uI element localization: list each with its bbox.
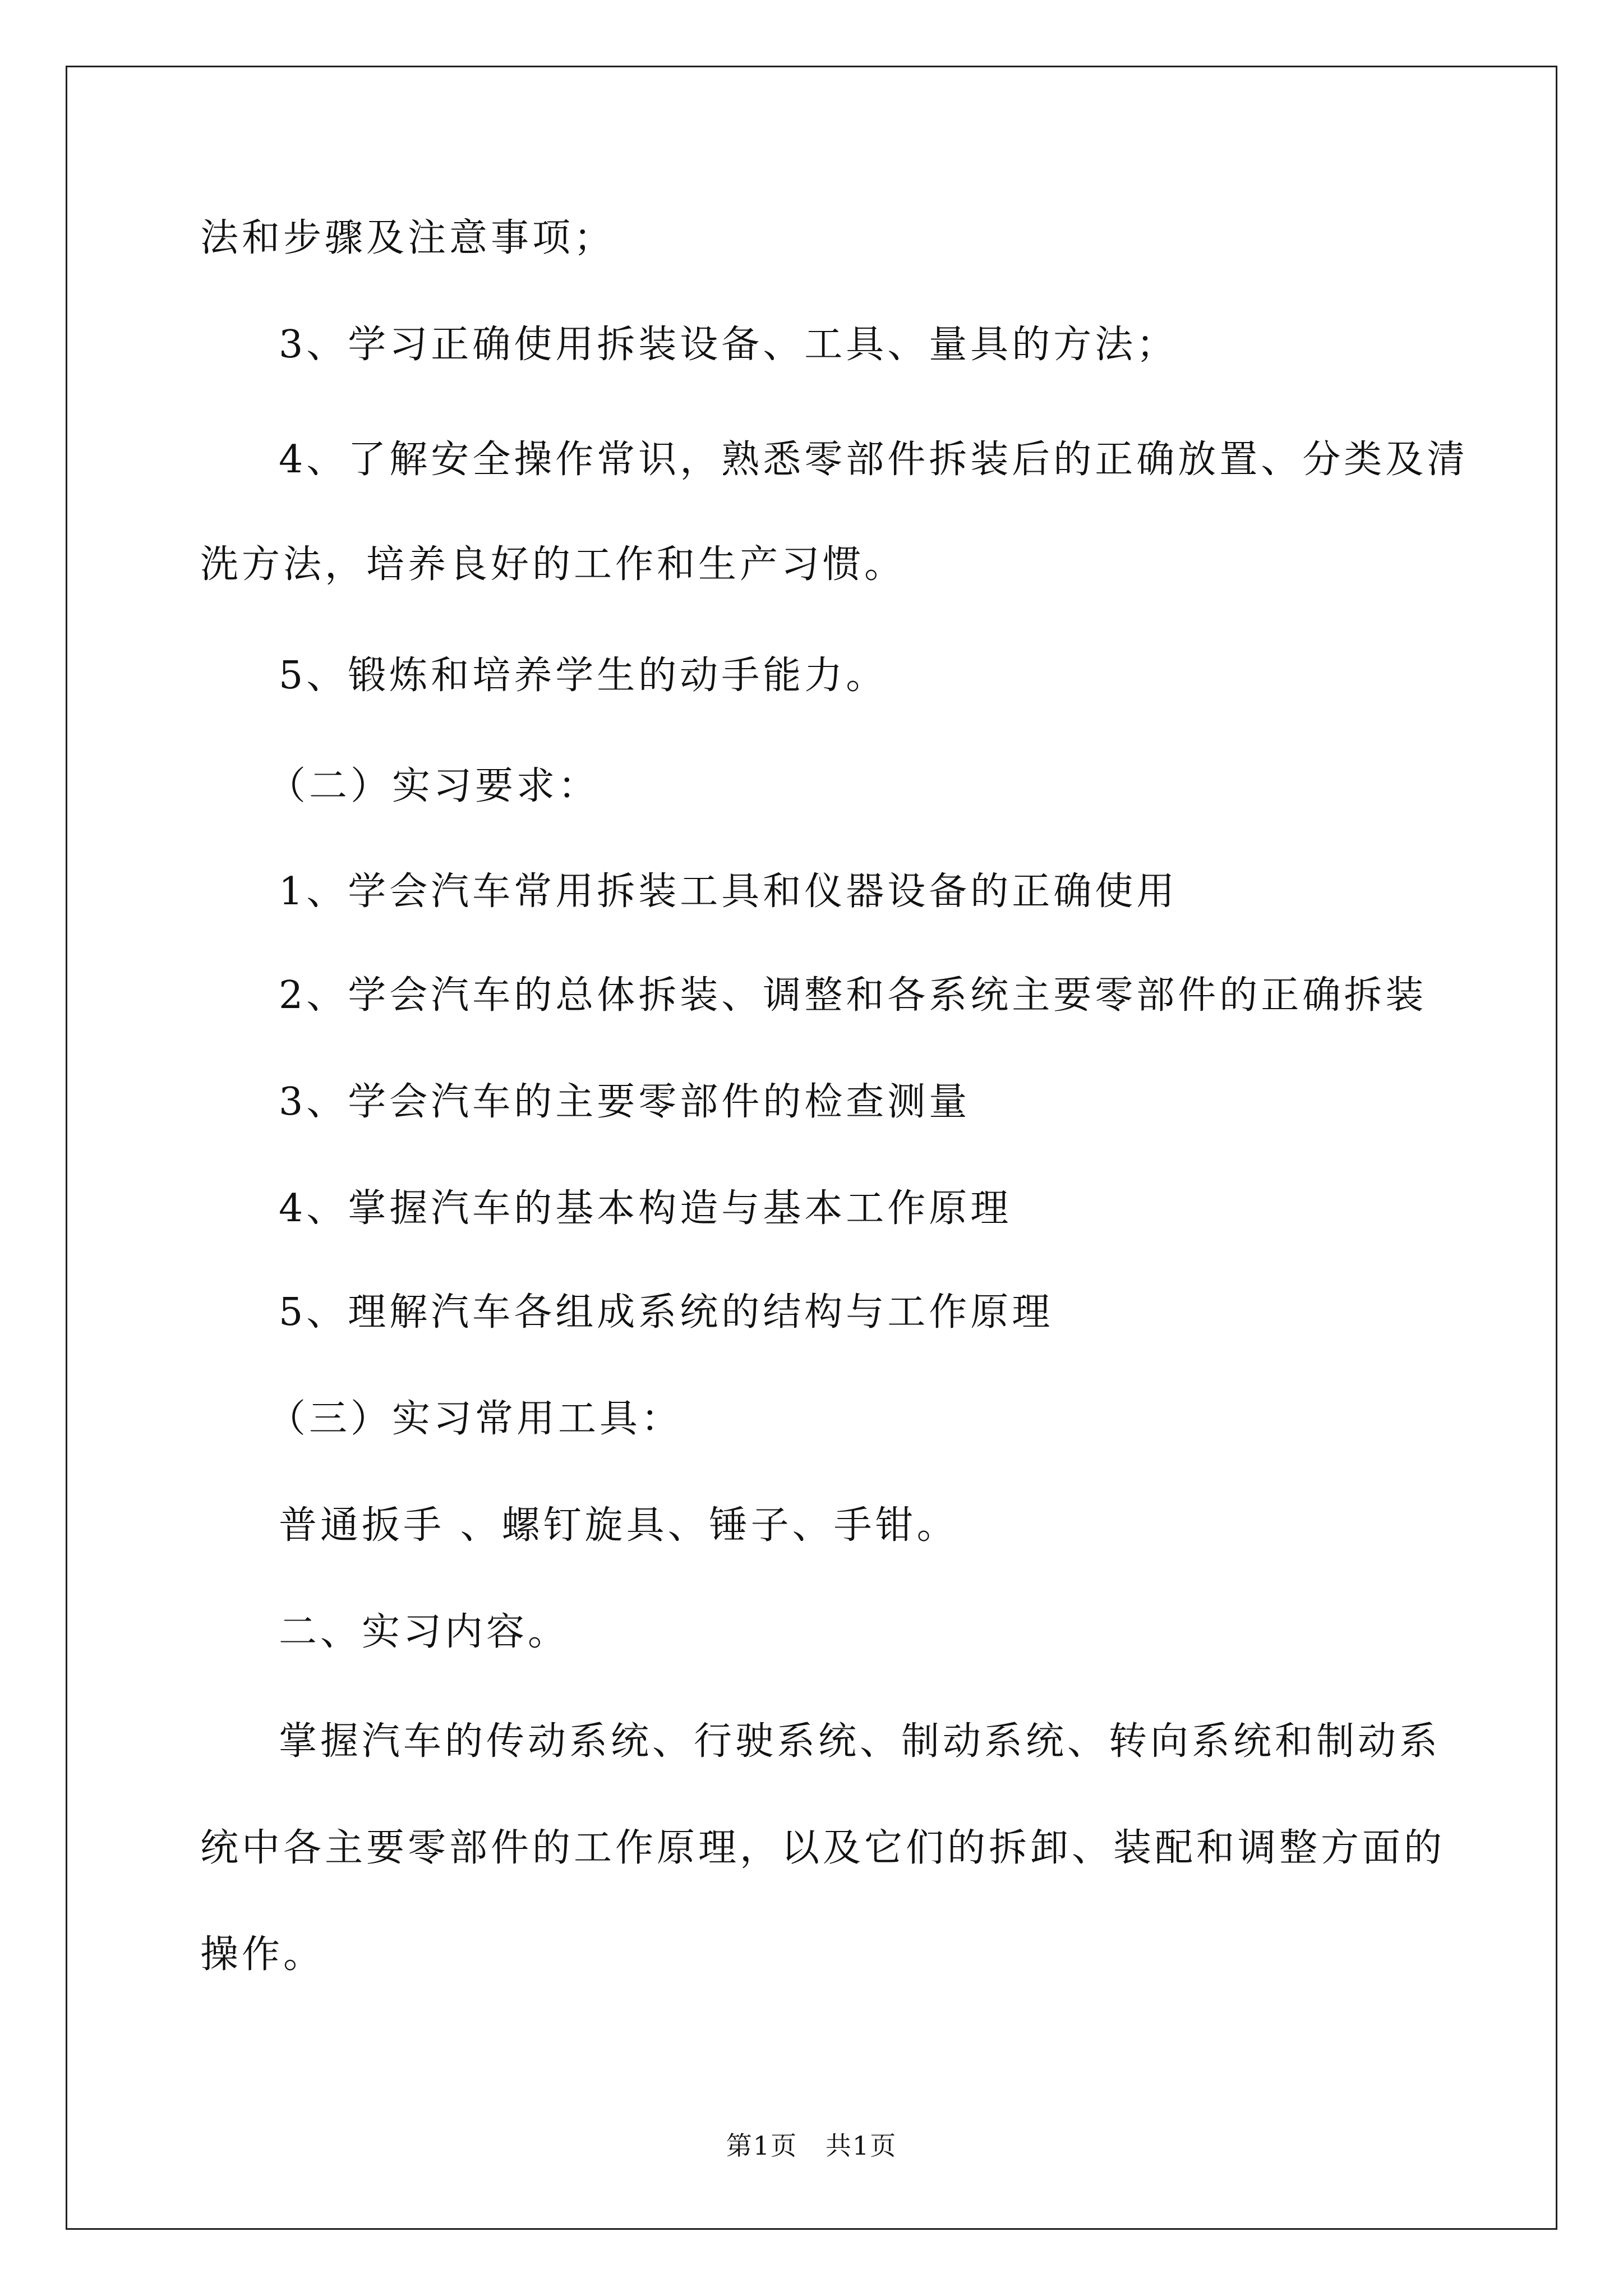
text-line: 1、学会汽车常用拆装工具和仪器设备的正确使用 xyxy=(279,869,1178,914)
section-heading: （三）实习常用工具： xyxy=(268,1397,683,1441)
text-line: 5、理解汽车各组成系统的结构与工作原理 xyxy=(279,1290,1054,1335)
page-footer: 第1页 共1页 xyxy=(726,2131,897,2161)
text-line: 操作。 xyxy=(200,1932,325,1977)
text-line: 2、学会汽车的总体拆装、调整和各系统主要零部件的正确拆装 xyxy=(279,973,1427,1018)
text-line: 4、了解安全操作常识，熟悉零部件拆装后的正确放置、分类及清 xyxy=(279,438,1469,482)
text-line: 4、掌握汽车的基本构造与基本工作原理 xyxy=(279,1186,1012,1231)
text-line: 3、学习正确使用拆装设备、工具、量具的方法； xyxy=(279,323,1178,367)
page-border xyxy=(66,66,1557,2230)
text-line: 3、学会汽车的主要零部件的检查测量 xyxy=(279,1080,971,1124)
section-heading: 二、实习内容。 xyxy=(279,1610,570,1654)
text-line: 5、锻炼和培养学生的动手能力。 xyxy=(279,654,888,698)
text-line: 法和步骤及注意事项； xyxy=(200,216,616,260)
text-line: 统中各主要零部件的工作原理，以及它们的拆卸、装配和调整方面的 xyxy=(200,1826,1446,1870)
text-line: 掌握汽车的传动系统、行驶系统、制动系统、转向系统和制动系 xyxy=(279,1719,1441,1764)
text-line: 普通扳手 、螺钉旋具、锤子、手钳。 xyxy=(279,1503,958,1548)
text-line: 洗方法，培养良好的工作和生产习惯。 xyxy=(200,542,906,587)
section-heading: （二）实习要求： xyxy=(268,764,600,808)
